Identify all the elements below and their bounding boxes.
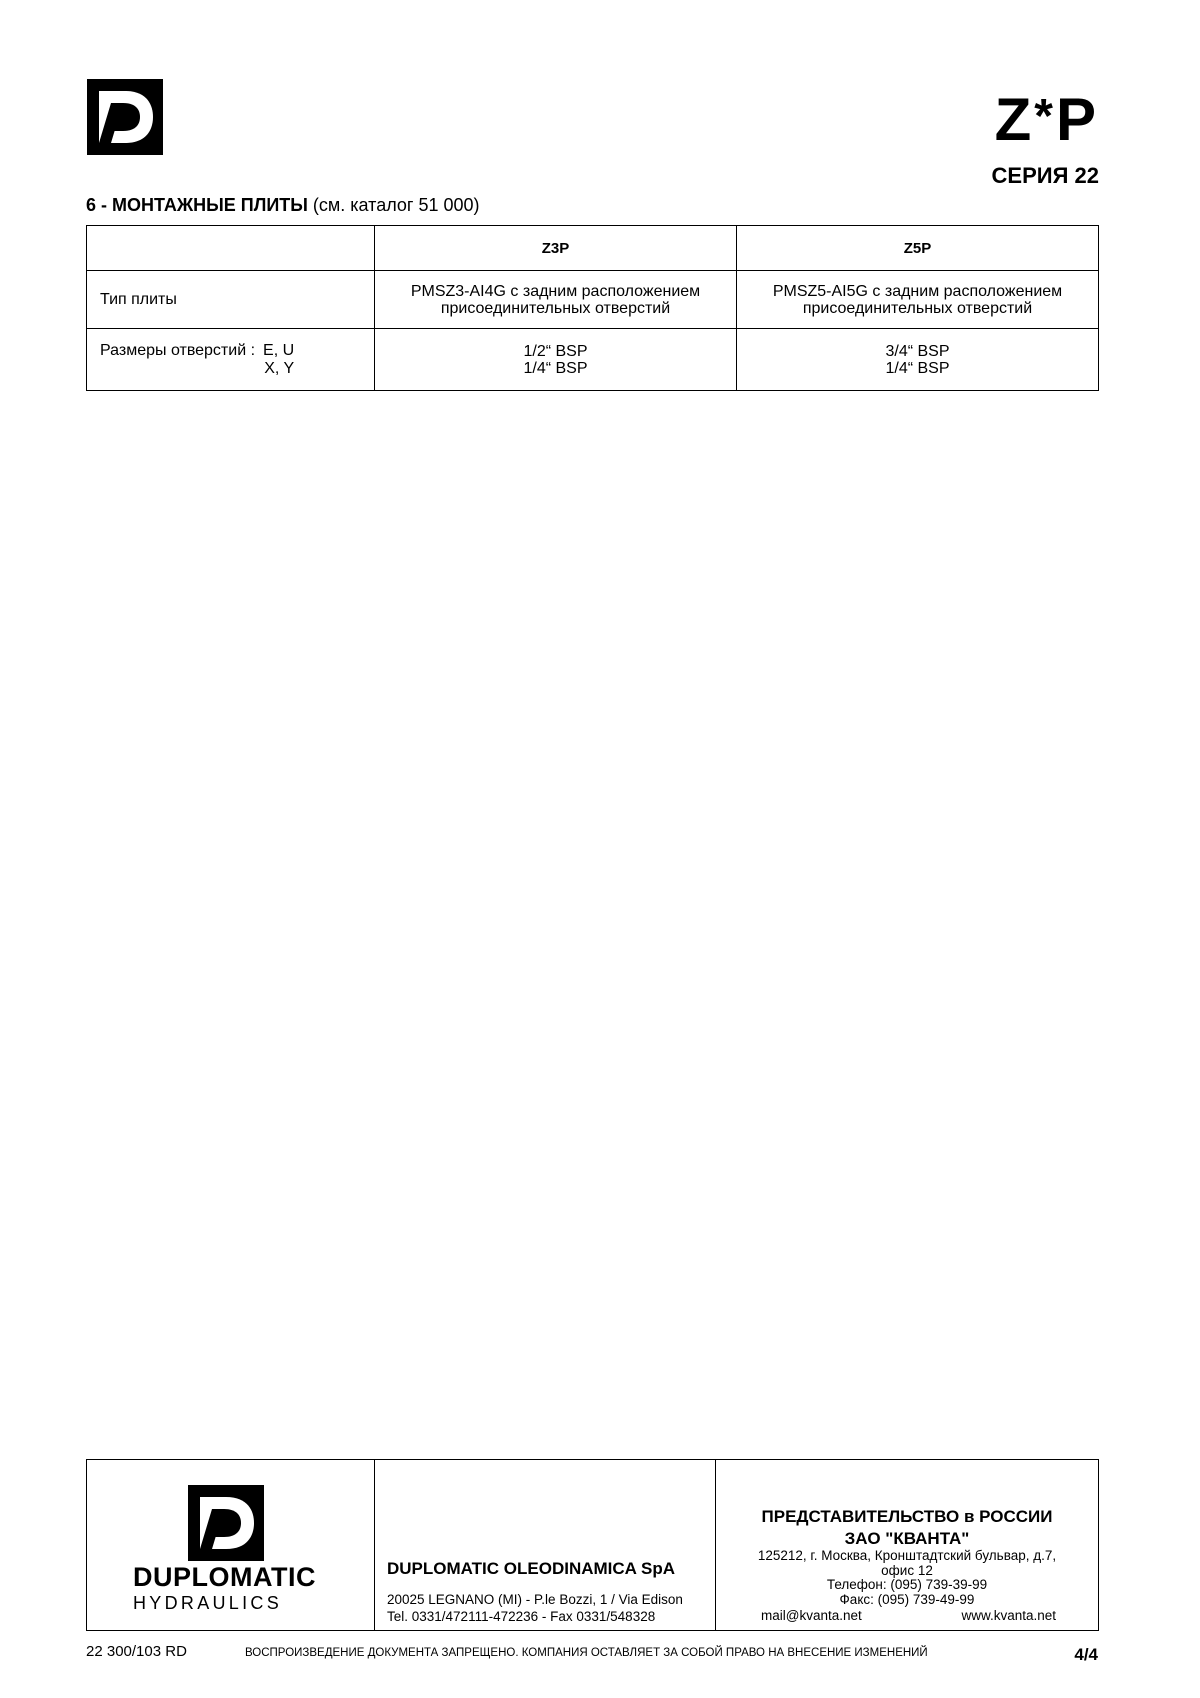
cell-z5p-plate-type: PMSZ5-AI5G с задним расположением присоединительных отверстий — [737, 271, 1099, 329]
table-header-z3p: Z3P — [375, 226, 737, 271]
cell-z3p-plate-type: PMSZ3-AI4G с задним расположением присоединительных отверстий — [375, 271, 737, 329]
representative-email: mail@kvanta.net — [761, 1608, 862, 1623]
representative-title: ПРЕДСТАВИТЕЛЬСТВО в РОССИИ ЗАО "КВАНТА" — [761, 1507, 1053, 1548]
duplomatic-logo — [87, 79, 163, 155]
cell-z5p-port-sizes: 3/4“ BSP 1/4“ BSP — [737, 329, 1099, 391]
row-label-port-sizes: Размеры отверстий : E, U X, Y — [87, 329, 375, 391]
footer-representative-cell — [716, 1460, 1098, 1630]
cell-z3p-port-sizes: 1/2“ BSP 1/4“ BSP — [375, 329, 737, 391]
table-header-z5p: Z5P — [737, 226, 1099, 271]
copyright-notice: ВОСПРОИЗВЕДЕНИЕ ДОКУМЕНТА ЗАПРЕЩЕНО. КОМПАНИЯ ОСТАВЛЯЕТ ЗА СОБОЙ ПРАВО НА ВНЕСЕНИЕ ИЗМЕНЕНИЙ — [245, 1647, 928, 1659]
page-number: 4/4 — [1074, 1645, 1098, 1664]
footer-company-cell — [375, 1460, 716, 1630]
brand-subtitle: HYDRAULICS — [133, 1593, 283, 1613]
product-code: Z*P — [994, 86, 1097, 153]
footer-box — [86, 1459, 1099, 1631]
company-address: 20025 LEGNANO (MI) - P.le Bozzi, 1 / Via Edison Tel. 0331/472111-472236 - Fax 0331/548328 — [387, 1592, 683, 1624]
section-title: 6 - МОНТАЖНЫЕ ПЛИТЫ (см. каталог 51 000) — [86, 195, 480, 215]
company-name: DUPLOMATIC OLEODINAMICA SpA — [387, 1559, 676, 1578]
series-label: СЕРИЯ 22 — [991, 163, 1099, 188]
representative-website: www.kvanta.net — [961, 1608, 1056, 1623]
duplomatic-logo — [188, 1485, 264, 1561]
table-header-empty — [87, 226, 375, 271]
brand-name: DUPLOMATIC — [133, 1562, 316, 1592]
table-row — [87, 329, 1099, 391]
table-header-row — [87, 226, 1099, 271]
row-label-plate-type: Тип плиты — [87, 271, 375, 329]
representative-contacts: 125212, г. Москва, Кронштадтский бульвар, д.7, офис 12 Телефон: (095) 739-39-99 Факс: (095) 739-49-99 — [757, 1548, 1057, 1607]
footer-brand-cell — [87, 1460, 375, 1630]
mounting-plates-table — [86, 225, 1099, 391]
table-row — [87, 271, 1099, 329]
document-code: 22 300/103 RD — [86, 1643, 187, 1660]
